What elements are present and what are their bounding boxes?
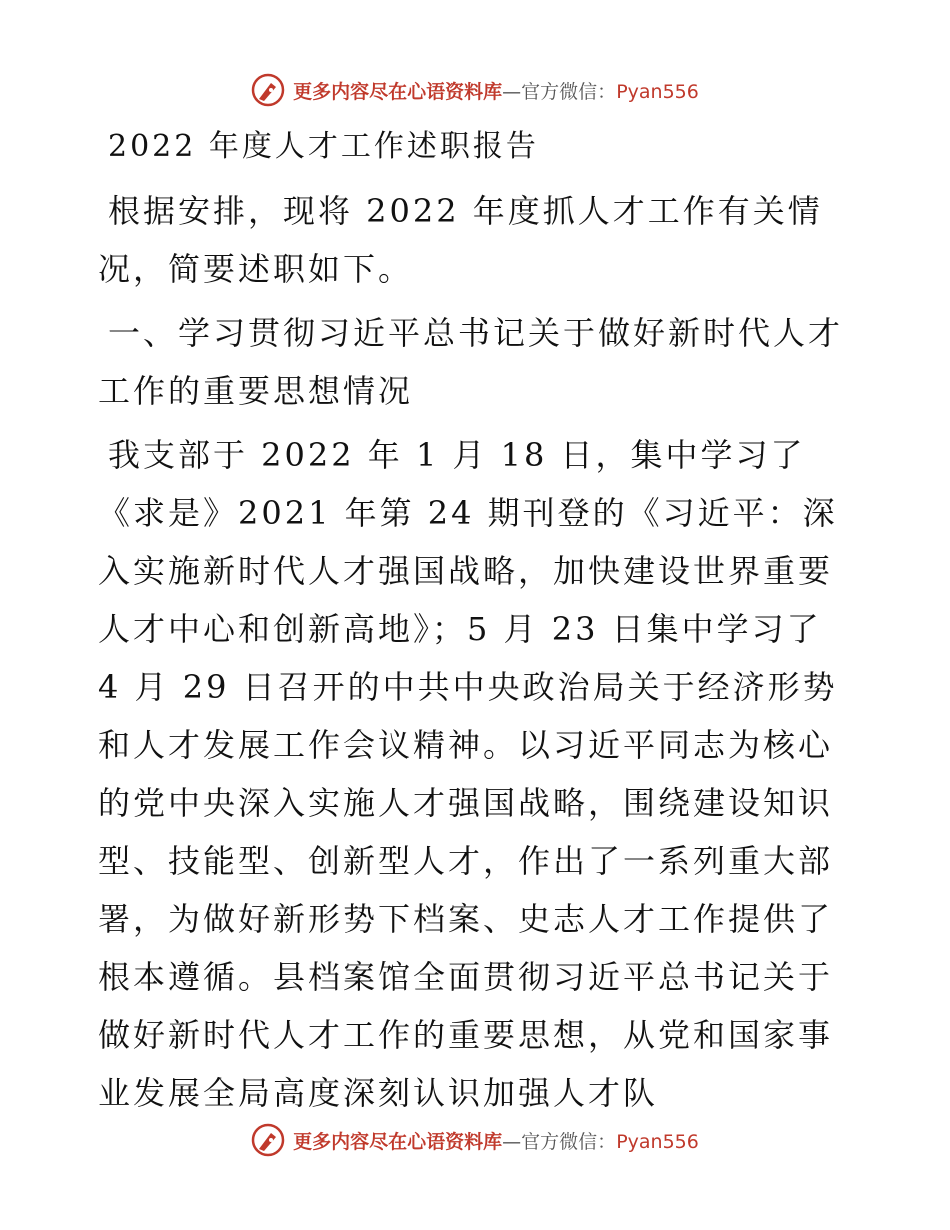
document-title: 2022 年度人才工作述职报告 bbox=[108, 129, 539, 164]
pen-nib-logo-icon bbox=[251, 1123, 285, 1157]
banner-text bbox=[293, 1127, 699, 1154]
pen-nib-logo-icon bbox=[251, 73, 285, 107]
banner-official-label: —官方微信： bbox=[502, 1130, 617, 1153]
banner-wechat-id: Pyan556 bbox=[616, 80, 699, 103]
body-paragraph: 我支部于 2022 年 1 月 18 日，集中学习了《求是》2021 年第 24 期刊登的《习近平：深入实施新时代人才强国战略，加快建设世界重要人才中心和创新高地》；5 月 23 日集中学习了 4 月 29 日召开的中共中央政治局关于经济形势和人才发展工作会议精神。以习近平同志为核心的党中央深入实施人才强国战略，围绕建设知识型、技能型、创新型人才，作出了一系列重大部署，为做好新形势下档案、史志人才工作提供了根本遵循。县档案馆全面贯彻习近平总书记关于做好新时代人才工作的重要思想，从党和国家事业发展全局高度深刻认识加强人才队 bbox=[98, 436, 838, 1112]
banner-library-text: 更多内容尽在心语资料库 bbox=[293, 80, 503, 103]
banner-official-label: —官方微信： bbox=[502, 80, 617, 103]
header-watermark-banner bbox=[0, 68, 950, 112]
document-body bbox=[98, 118, 850, 1128]
section-heading-1: 一、学习贯彻习近平总书记关于做好新时代人才工作的重要思想情况 bbox=[98, 314, 844, 410]
banner-wechat-id: Pyan556 bbox=[616, 1130, 699, 1153]
footer-watermark-banner bbox=[0, 1118, 950, 1162]
banner-text bbox=[293, 77, 699, 104]
banner-library-text: 更多内容尽在心语资料库 bbox=[293, 1130, 503, 1153]
intro-paragraph: 根据安排，现将 2022 年度抓人才工作有关情况，简要述职如下。 bbox=[98, 192, 823, 288]
